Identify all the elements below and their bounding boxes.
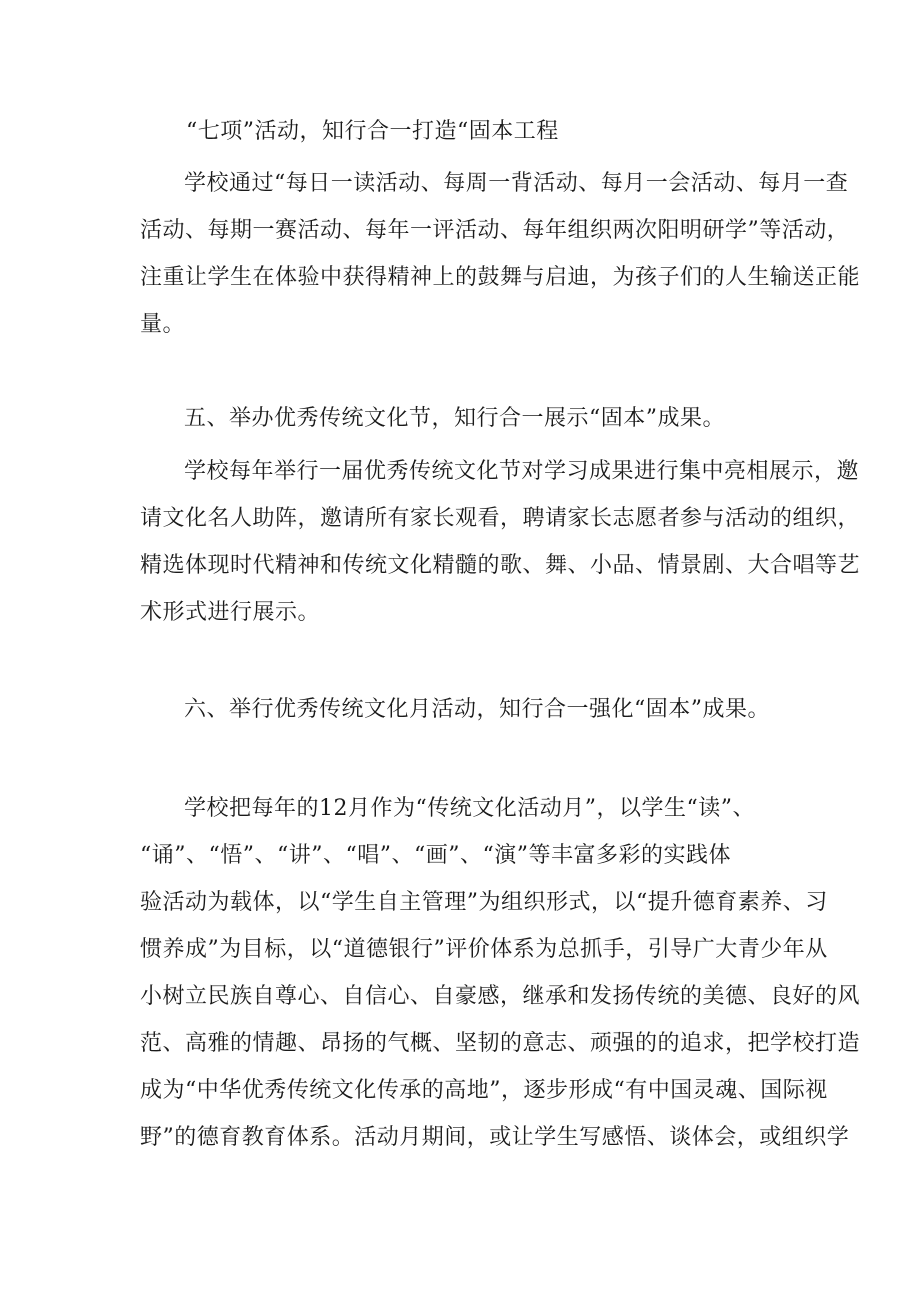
paragraph-line: 学校把每年的12月作为“传统文化活动月”，以学生“读”、 <box>184 796 755 821</box>
paragraph-line: 范、高雅的情趣、昂扬的气概、坚韧的意志、顽强的的追求，把学校打造 <box>140 1031 861 1056</box>
paragraph-line: 注重让学生在体验中获得精神上的鼓舞与启迪，为孩子们的人生输送正能 <box>140 265 861 290</box>
paragraph-line: 术形式进行展示。 <box>140 600 321 625</box>
paragraph-line: 活动、每期一赛活动、每年一评活动、每年组织两次阳明研学”等活动， <box>140 218 850 243</box>
paragraph-line: 小树立民族自尊心、自信心、自豪感，继承和发扬传统的美德、良好的风 <box>140 984 861 1009</box>
section-heading-five: 五、举办优秀传统文化节，知行合一展示“固本”成果。 <box>184 406 725 431</box>
paragraph-line: 请文化名人助阵，邀请所有家长观看，聘请家长志愿者参与活动的组织， <box>140 506 861 531</box>
paragraph-line: 精选体现时代精神和传统文化精髓的歌、舞、小品、情景剧、大合唱等艺 <box>140 553 861 578</box>
paragraph-line: 验活动为载体，以“学生自主管理”为组织形式，以“提升德育素养、习 <box>140 890 828 915</box>
paragraph-line: 学校通过“每日一读活动、每周一背活动、每月一会活动、每月一查 <box>184 171 849 196</box>
section-heading-seven-items: “七项”活动，知行合一打造“固本工程 <box>186 119 559 144</box>
paragraph-line: 野”的德育教育体系。活动月期间，或让学生写感悟、谈体会，或组织学 <box>140 1125 850 1150</box>
paragraph-line: 学校每年举行一届优秀传统文化节对学习成果进行集中亮相展示，邀 <box>184 459 860 484</box>
paragraph-line: “诵”、“悟”、“讲”、“唱”、“画”、“演”等丰富多彩的实践体 <box>140 843 731 868</box>
section-heading-six: 六、举行优秀传统文化月活动，知行合一强化“固本”成果。 <box>184 697 770 722</box>
paragraph-line: 成为“中华优秀传统文化传承的高地”，逐步形成“有中国灵魂、国际视 <box>140 1078 828 1103</box>
paragraph-line: 惯养成”为目标，以“道德银行”评价体系为总抓手，引导广大青少年从 <box>140 937 828 962</box>
paragraph-line: 量。 <box>140 312 186 337</box>
